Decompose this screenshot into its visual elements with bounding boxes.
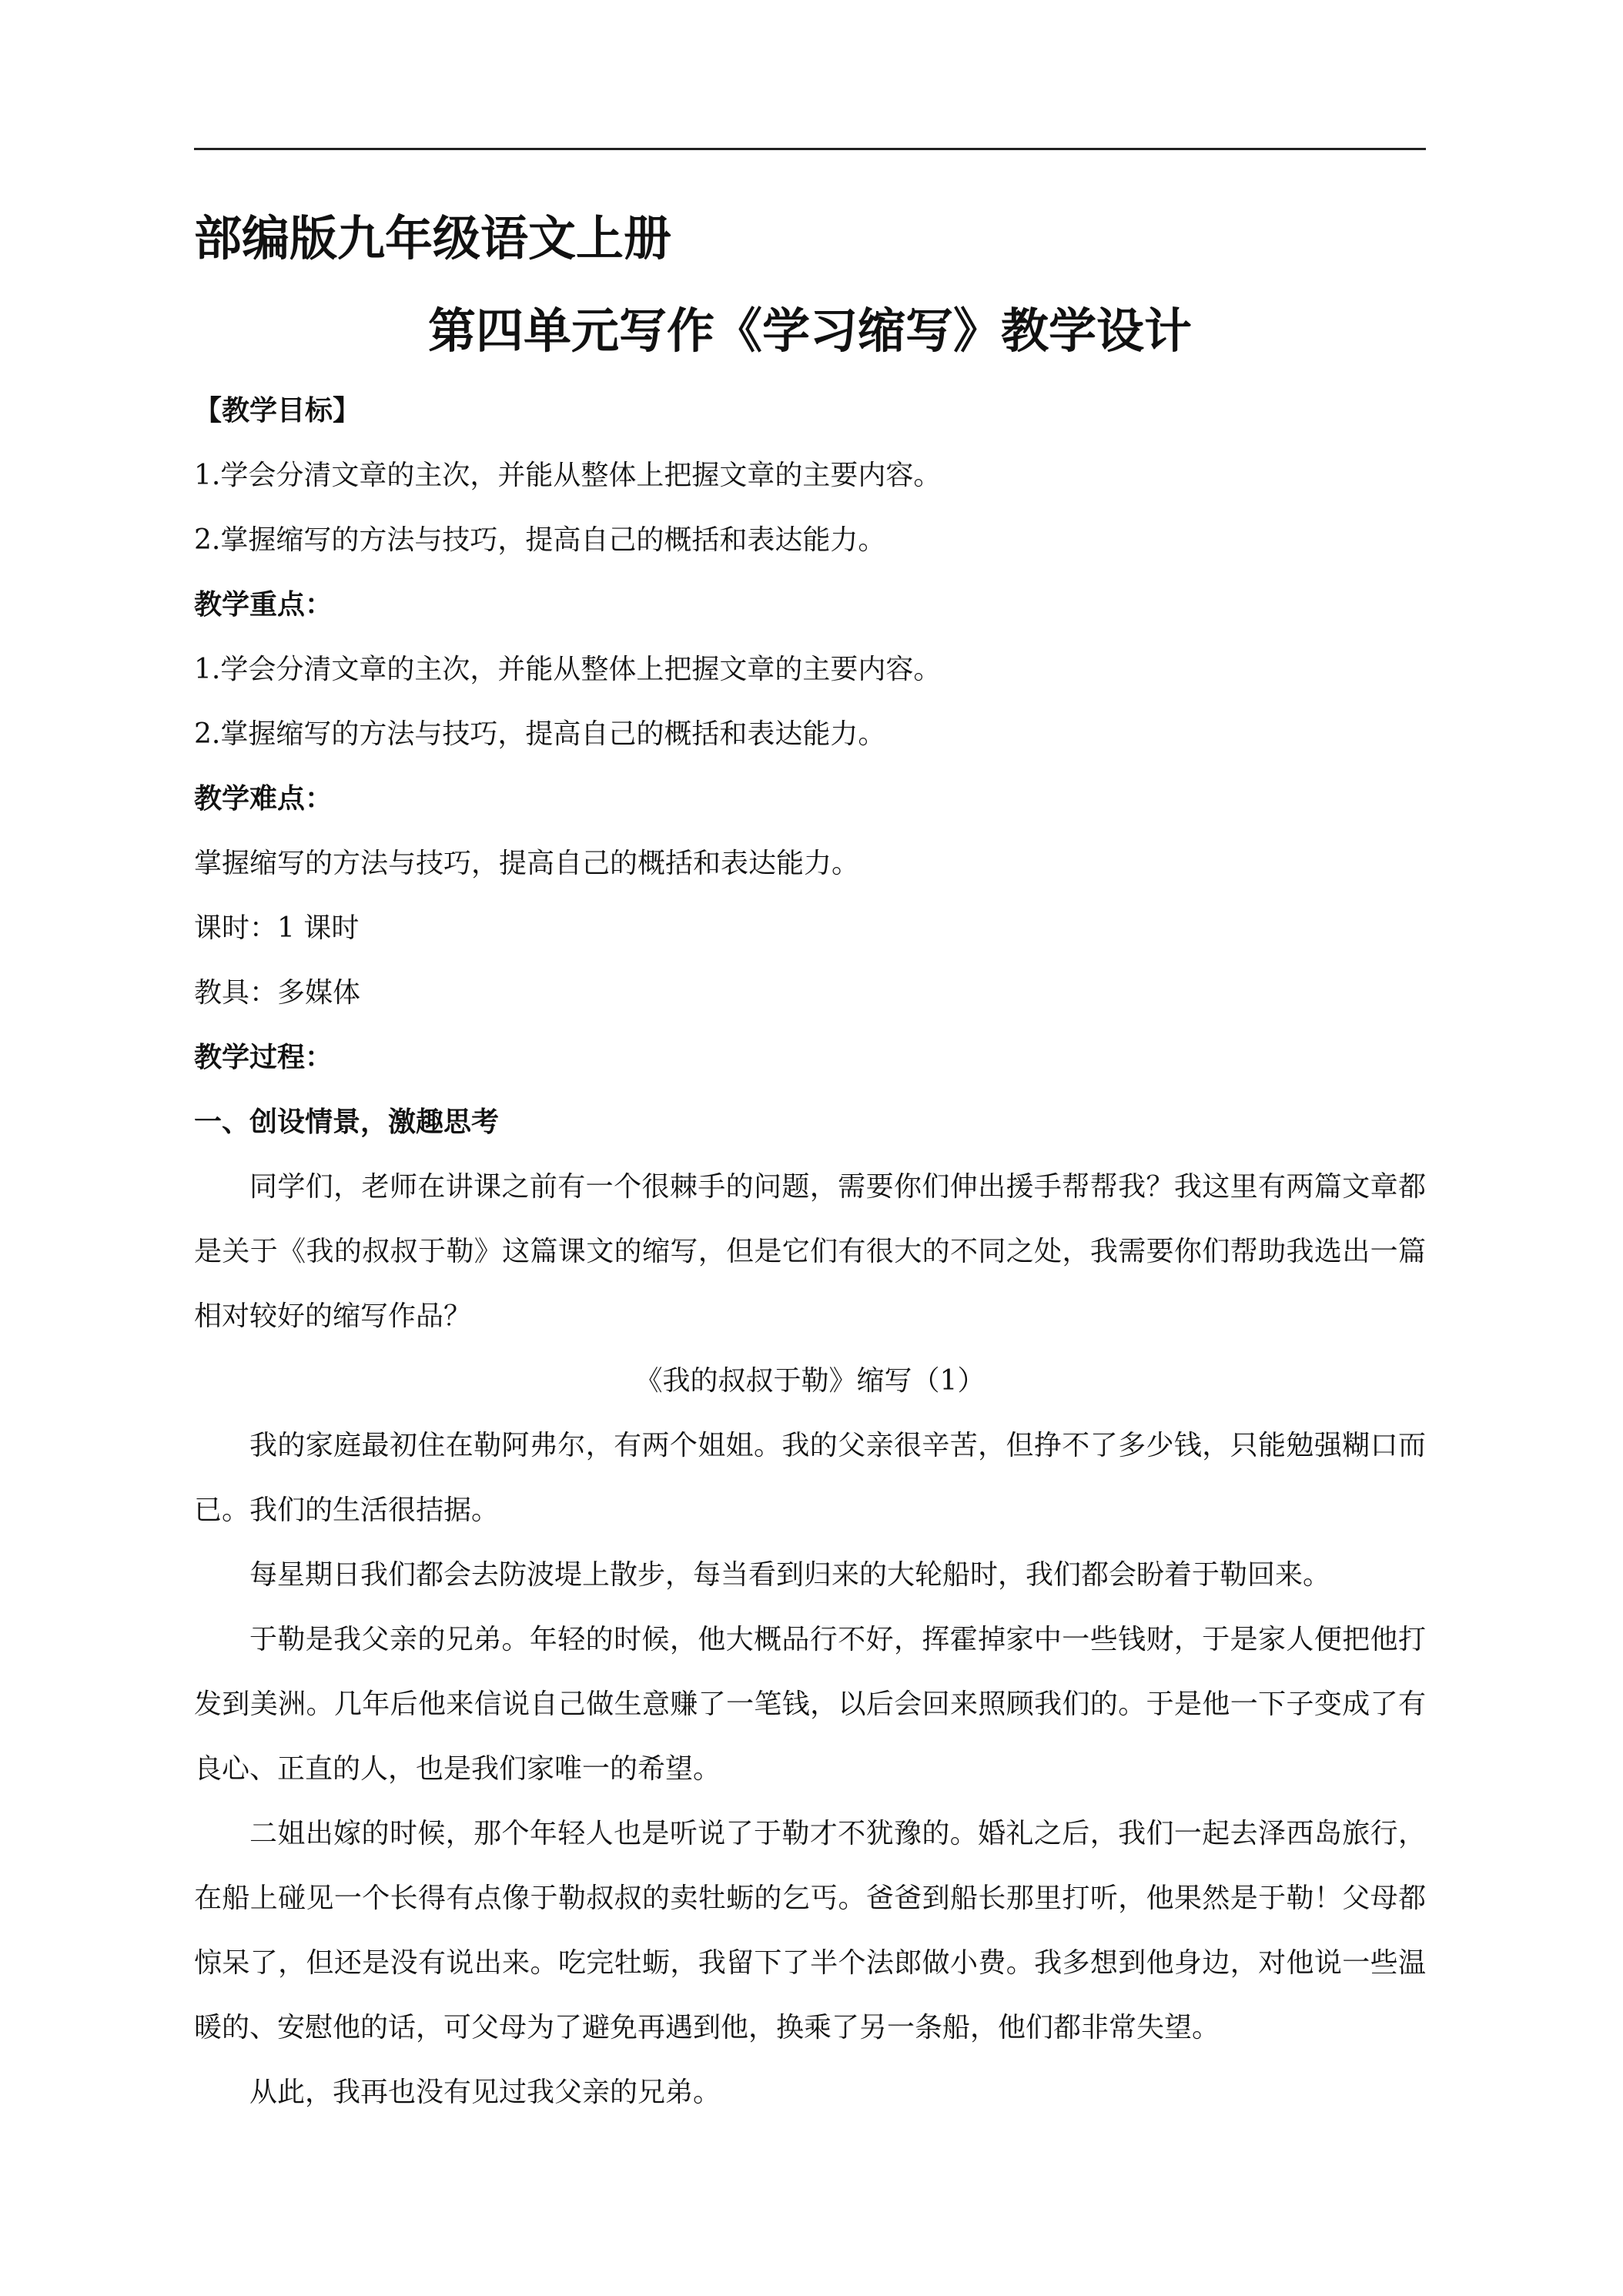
difficulty-heading: 教学难点：	[194, 783, 333, 815]
keypoint-item-2: 2.掌握缩写的方法与技巧，提高自己的概括和表达能力。	[194, 718, 886, 750]
class-hours: 课时：1 课时	[194, 912, 360, 944]
document-body	[194, 192, 1426, 2125]
section1-heading: 一、创设情景，激趣思考	[194, 1106, 500, 1138]
objective-item-2: 2.掌握缩写的方法与技巧，提高自己的概括和表达能力。	[194, 524, 886, 556]
objectives-heading: 【教学目标】	[194, 395, 361, 427]
sample-title: 《我的叔叔于勒》缩写（1）	[634, 1365, 986, 1397]
sample-paragraph-3: 于勒是我父亲的兄弟。年轻的时候，他大概品行不好，挥霍掉家中一些钱财，于是家人便把他打发到美洲。几年后他来信说自己做生意赚了一笔钱，以后会回来照顾我们的。于是他一下子变成了有良心、正直的人，也是我们家唯一的希望。	[194, 1624, 1426, 1785]
sample-paragraph-2: 每星期日我们都会去防波堤上散步，每当看到归来的大轮船时，我们都会盼着于勒回来。	[249, 1559, 1331, 1591]
intro-paragraph: 同学们，老师在讲课之前有一个很棘手的问题，需要你们伸出援手帮帮我？我这里有两篇文章都是关于《我的叔叔于勒》这篇课文的缩写，但是它们有很大的不同之处，我需要你们帮助我选出一篇相对较好的缩写作品？	[194, 1171, 1426, 1332]
objective-item-1: 1.学会分清文章的主次，并能从整体上把握文章的主要内容。	[194, 460, 942, 491]
process-heading: 教学过程：	[194, 1042, 333, 1073]
document-title-line1: 部编版九年级语文上册	[194, 210, 672, 266]
document-title-line2: 第四单元写作《学习缩写》教学设计	[427, 303, 1192, 359]
header-rule	[194, 148, 1426, 150]
sample-paragraph-4: 二姐出嫁的时候，那个年轻人也是听说了于勒才不犹豫的。婚礼之后，我们一起去泽西岛旅行，在船上碰见一个长得有点像于勒叔叔的卖牡蛎的乞丐。爸爸到船长那里打听，他果然是于勒！父母都惊呆了，但还是没有说出来。吃完牡蛎，我留下了半个法郎做小费。我多想到他身边，对他说一些温暖的、安慰他的话，可父母为了避免再遇到他，换乘了另一条船，他们都非常失望。	[194, 1818, 1426, 2043]
keypoint-item-1: 1.学会分清文章的主次，并能从整体上把握文章的主要内容。	[194, 654, 942, 685]
keypoints-heading: 教学重点：	[194, 589, 333, 621]
sample-paragraph-5: 从此，我再也没有见过我父亲的兄弟。	[249, 2077, 721, 2108]
difficulty-text: 掌握缩写的方法与技巧，提高自己的概括和表达能力。	[194, 848, 860, 879]
sample-paragraph-1: 我的家庭最初住在勒阿弗尔，有两个姐姐。我的父亲很辛苦，但挣不了多少钱，只能勉强糊口而已。我们的生活很拮据。	[194, 1430, 1426, 1526]
teaching-tools: 教具：多媒体	[194, 977, 361, 1009]
